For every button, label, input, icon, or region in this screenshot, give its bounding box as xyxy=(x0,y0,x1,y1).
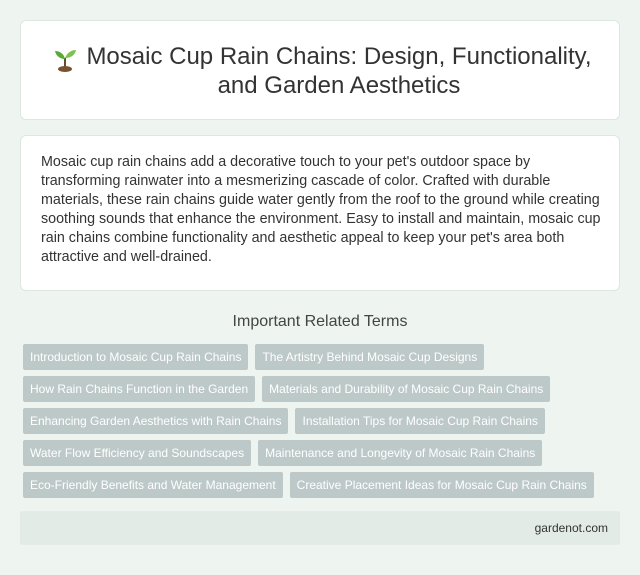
term-row xyxy=(23,440,623,466)
term-tag[interactable]: Materials and Durability of Mosaic Cup Rain Chains xyxy=(262,376,550,402)
term-tag[interactable]: The Artistry Behind Mosaic Cup Designs xyxy=(255,344,484,370)
term-row xyxy=(23,472,623,498)
footer xyxy=(20,511,620,545)
term-tag[interactable]: Maintenance and Longevity of Mosaic Rain Chains xyxy=(258,440,542,466)
term-tag[interactable]: How Rain Chains Function in the Garden xyxy=(23,376,255,402)
term-row xyxy=(23,344,623,370)
term-row xyxy=(23,376,623,402)
term-tag[interactable]: Water Flow Efficiency and Soundscapes xyxy=(23,440,251,466)
title-card xyxy=(20,20,620,120)
related-terms-list xyxy=(23,344,623,504)
term-row xyxy=(23,408,623,434)
related-terms-heading: Important Related Terms xyxy=(232,313,408,330)
footer-site-link[interactable]: gardenot.com xyxy=(534,521,608,535)
term-tag[interactable]: Eco-Friendly Benefits and Water Management xyxy=(23,472,283,498)
description-card xyxy=(20,135,620,291)
term-tag[interactable]: Enhancing Garden Aesthetics with Rain Chains xyxy=(23,408,288,434)
term-tag[interactable]: Installation Tips for Mosaic Cup Rain Chains xyxy=(295,408,544,434)
page-title: Mosaic Cup Rain Chains: Design, Functionality, and Garden Aesthetics xyxy=(86,43,592,99)
term-tag[interactable]: Introduction to Mosaic Cup Rain Chains xyxy=(23,344,248,370)
description-text: Mosaic cup rain chains add a decorative touch to your pet's outdoor space by transforming rainwater into a mesmerizing cascade of color. Crafted with durable materials, these rain chains guide water gently from the roof to the ground while creating soothing sounds that enhance the environment. Easy to install and maintain, mosaic cup rain chains combine functionality and aesthetic appeal to keep your pet's area both attractive and well-drained. xyxy=(41,154,601,265)
term-tag[interactable]: Creative Placement Ideas for Mosaic Cup Rain Chains xyxy=(290,472,594,498)
